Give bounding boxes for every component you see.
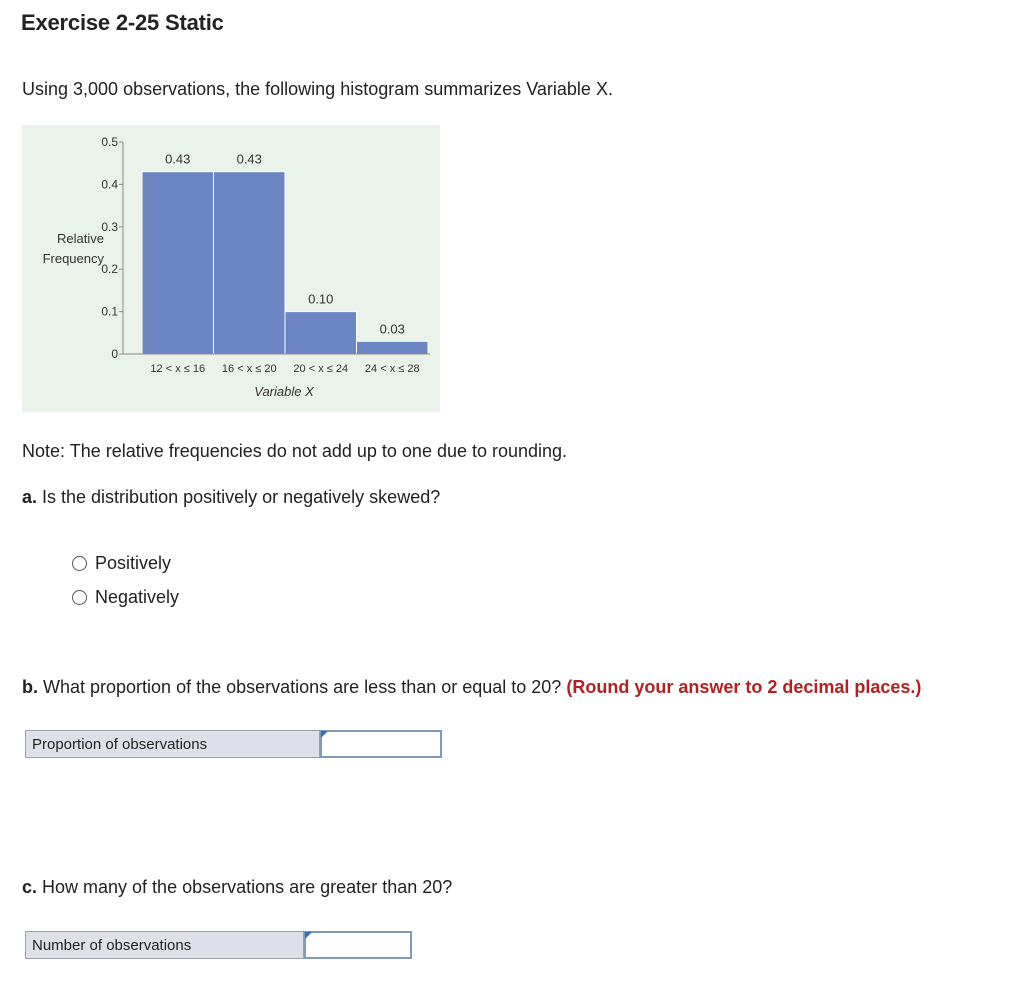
question-b-text: What proportion of the observations are less than or equal to 20? [38,677,562,697]
page-title: Exercise 2-25 Static [21,10,224,35]
histogram-svg [22,125,440,412]
x-category-label: 20 < x ≤ 24 [293,363,349,375]
bar-value-label: 0.43 [236,151,262,167]
histogram-bar [357,341,429,354]
question-c [22,877,452,898]
intro-text: Using 3,000 observations, the following histogram summarizes Variable X. [22,79,613,99]
question-b-hint: (Round your answer to 2 decimal places.) [566,677,922,697]
option-negatively-label[interactable]: Negatively [95,587,180,607]
y-tick-label: 0.1 [101,304,118,319]
y-tick-label: 0.3 [101,219,118,234]
bar-value-label: 0.43 [165,151,191,167]
question-c-text: How many of the observations are greater than 20? [37,877,453,897]
observations-input[interactable] [304,931,412,959]
question-a-prefix: a. [22,487,38,507]
y-tick-label: 0.2 [101,262,118,277]
y-tick-label: 0.4 [101,177,118,192]
proportion-answer-row [25,730,442,758]
histogram-bar [142,172,214,354]
x-category-label: 12 < x ≤ 16 [150,363,206,375]
x-axis-label: Variable X [254,384,314,399]
option-positively-label[interactable]: Positively [95,553,172,573]
y-tick-label: 0.5 [101,135,118,149]
observations-answer-row [25,931,412,959]
input-flag-icon [321,731,328,738]
radio-positively[interactable] [72,556,87,571]
radio-negatively[interactable] [72,590,87,605]
y-axis-label-line1: Relative [57,231,104,246]
question-a-text: Is the distribution positively or negatively skewed? [37,487,441,507]
histogram-bar [285,312,357,354]
y-tick-label: 0 [111,347,118,361]
option-positively[interactable] [72,553,171,574]
bar-value-label: 0.10 [308,291,334,307]
question-a [22,487,440,508]
question-c-prefix: c. [22,877,38,897]
observations-field-label: Number of observations [25,931,304,959]
x-category-label: 24 < x ≤ 28 [364,363,420,375]
x-category-label: 16 < x ≤ 20 [221,363,277,375]
note-text: Note: The relative frequencies do not add up to one due to rounding. [22,441,568,461]
proportion-input[interactable] [320,730,442,758]
proportion-field-label: Proportion of observations [25,730,320,758]
option-negatively[interactable] [72,587,179,608]
question-b-prefix: b. [22,677,38,697]
input-flag-icon [305,932,312,939]
bar-value-label: 0.03 [379,321,405,337]
histogram-bar [214,172,286,354]
histogram-chart [22,125,440,412]
question-b [22,677,921,698]
y-axis-label-line2: Frequency [42,251,104,266]
